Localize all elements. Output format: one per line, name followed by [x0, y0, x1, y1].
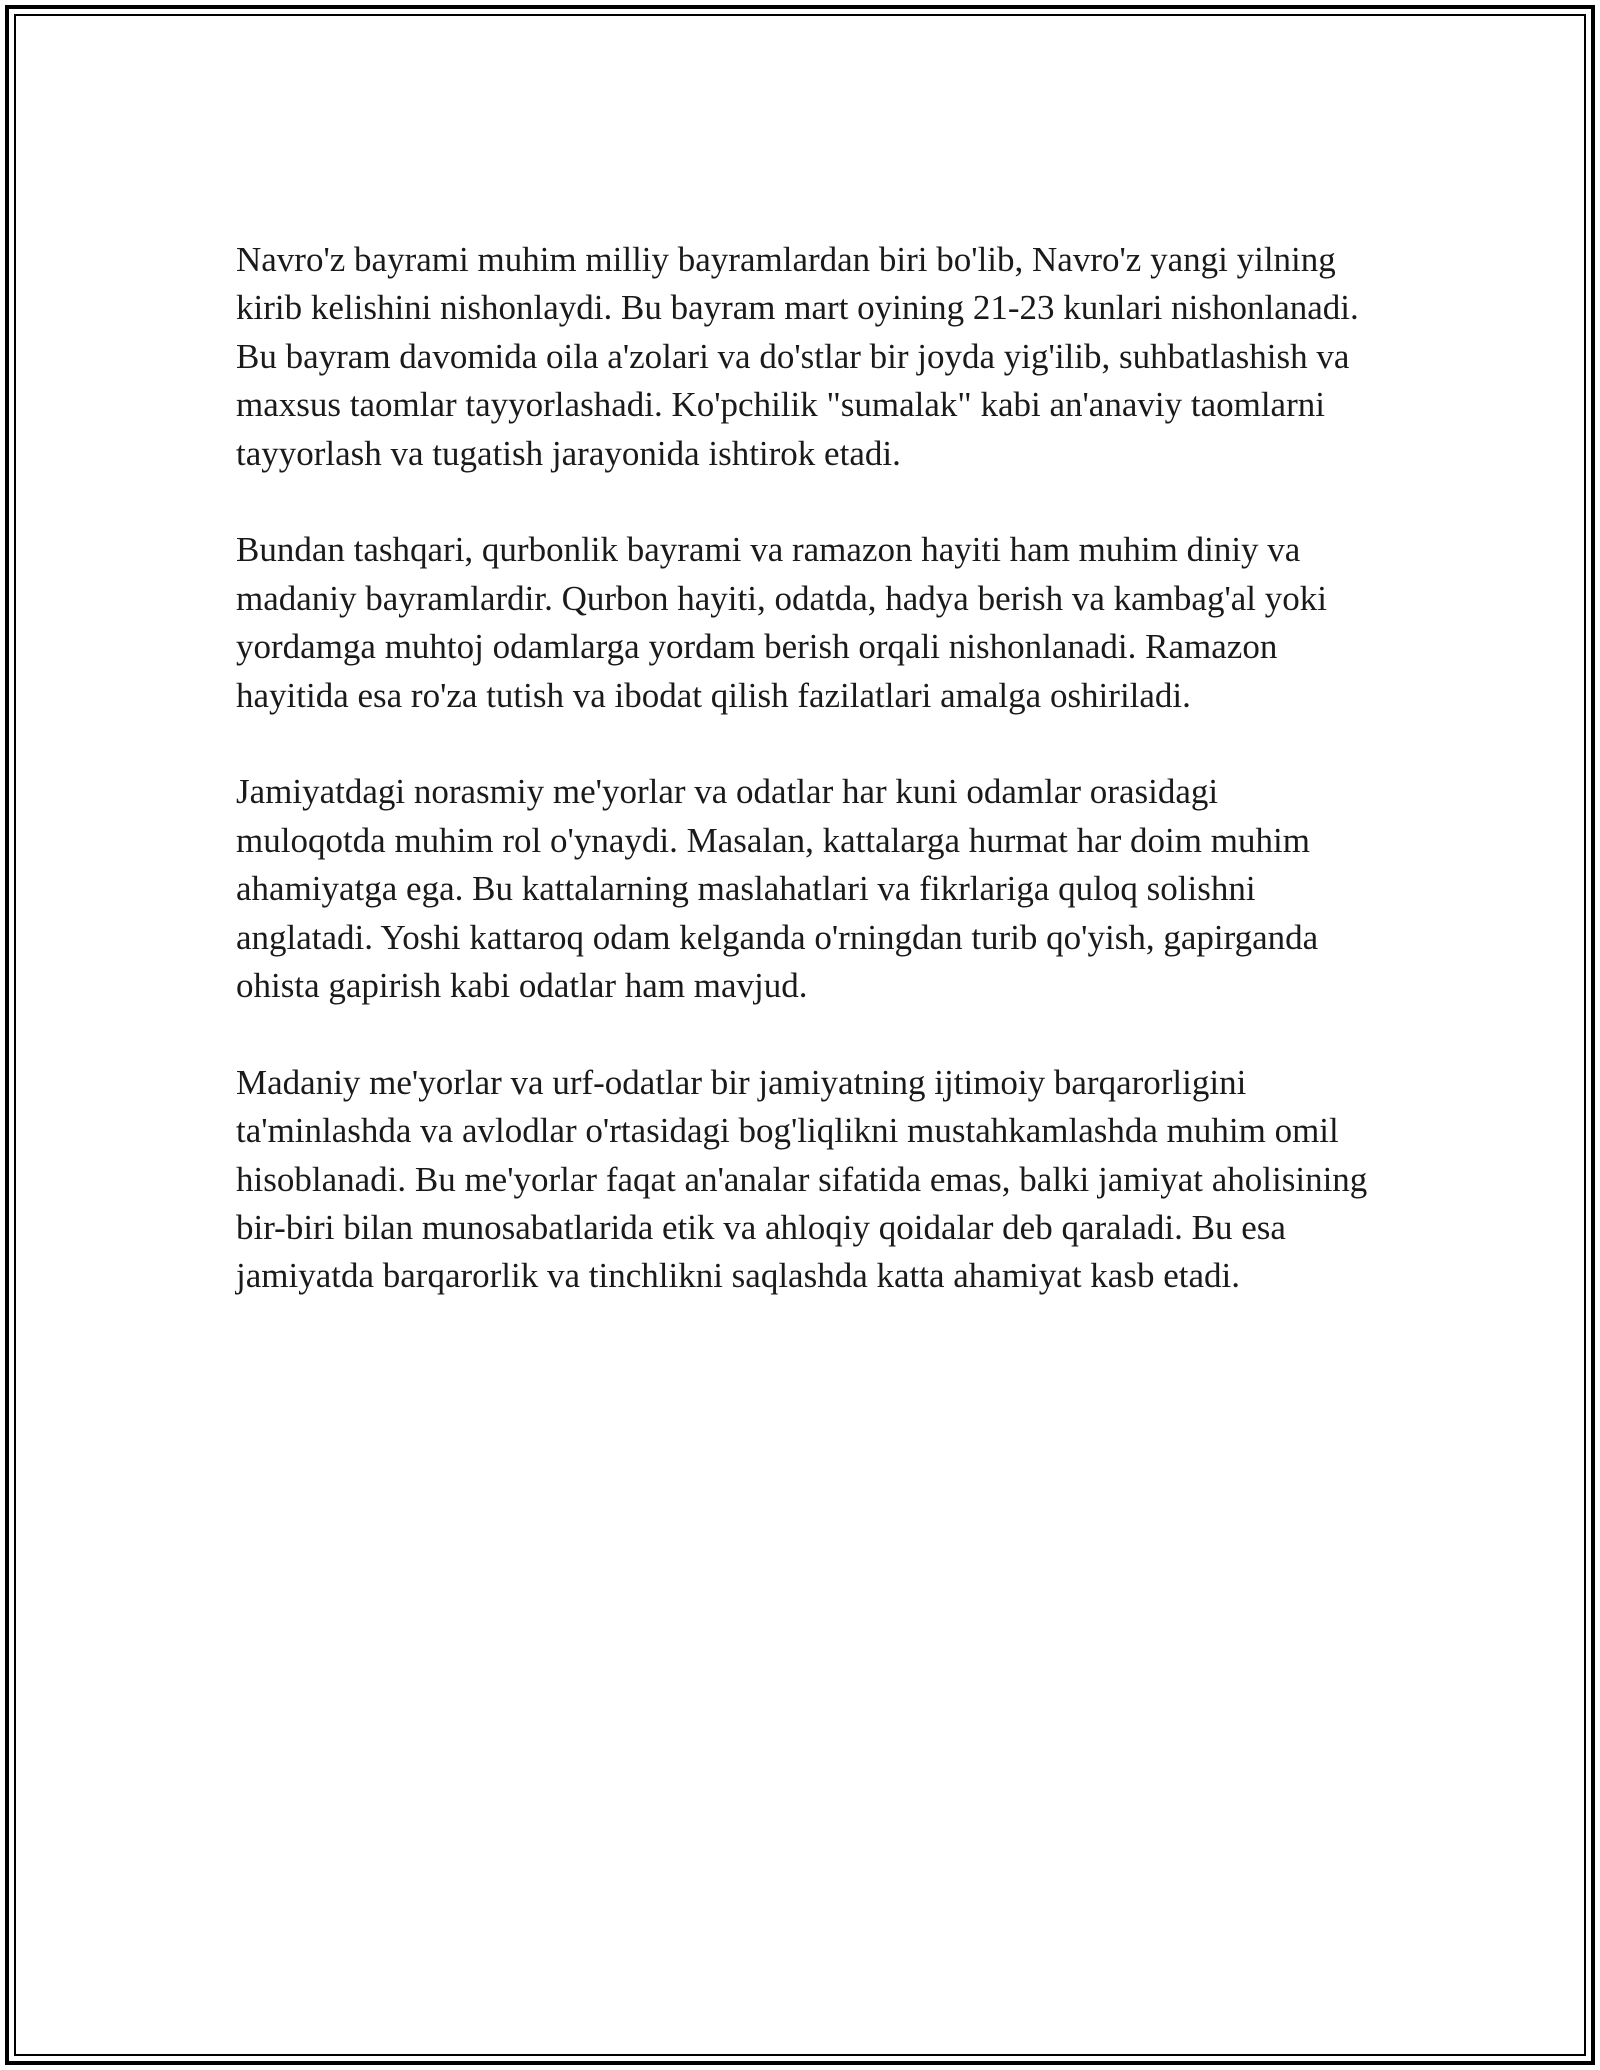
paragraph-religious-holidays: Bundan tashqari, qurbonlik bayrami va ramazon hayiti ham muhim diniy va madaniy bayramlardir. Qurbon hayiti, odatda, hadya berish va kambag'al yoki yordamga muhtoj odamlarga yordam berish orqali nishonlanadi. Ramazon hayitida esa ro'za tutish va ibodat qilish fazilatlari amalga oshiriladi.	[236, 530, 1327, 715]
paragraph-cultural-norms: Madaniy me'yorlar va urf-odatlar bir jamiyatning ijtimoiy barqarorligini ta'minlashda va avlodlar o'rtasidagi bog'liqlikni mustahkamlashda muhim omil hisoblanadi. Bu me'yorlar faqat an'analar sifatida emas, balki jamiyat aholisining bir-biri bilan munosabatlarida etik va ahloqiy qoidalar deb qaraladi. Bu esa jamiyatda barqarorlik va tinchlikni saqlashda katta ahamiyat kasb etadi.	[236, 1062, 1368, 1296]
paragraph-navroz: Navro'z bayrami muhim milliy bayramlardan biri bo'lib, Navro'z yangi yilning kirib kelishini nishonlaydi. Bu bayram mart oyining 21-23 kunlari nishonlanadi. Bu bayram davomida oila a'zolari va do'stlar bir joyda yig'ilib, suhbatlashish va maxsus taomlar tayyorlashadi. Ko'pchilik "sumalak" kabi an'anaviy taomlarni tayyorlash va tugatish jarayonida ishtirok etadi.	[236, 240, 1359, 473]
document-body	[236, 236, 1376, 1349]
paragraph-informal-norms: Jamiyatdagi norasmiy me'yorlar va odatlar har kuni odamlar orasidagi muloqotda muhim rol o'ynaydi. Masalan, kattalarga hurmat har doim muhim ahamiyatga ega. Bu kattalarning maslahatlari va fikrlariga quloq solishni anglatadi. Yoshi kattaroq odam kelganda o'rningdan turib qo'yish, gapirganda ohista gapirish kabi odatlar ham mavjud.	[236, 772, 1319, 1006]
